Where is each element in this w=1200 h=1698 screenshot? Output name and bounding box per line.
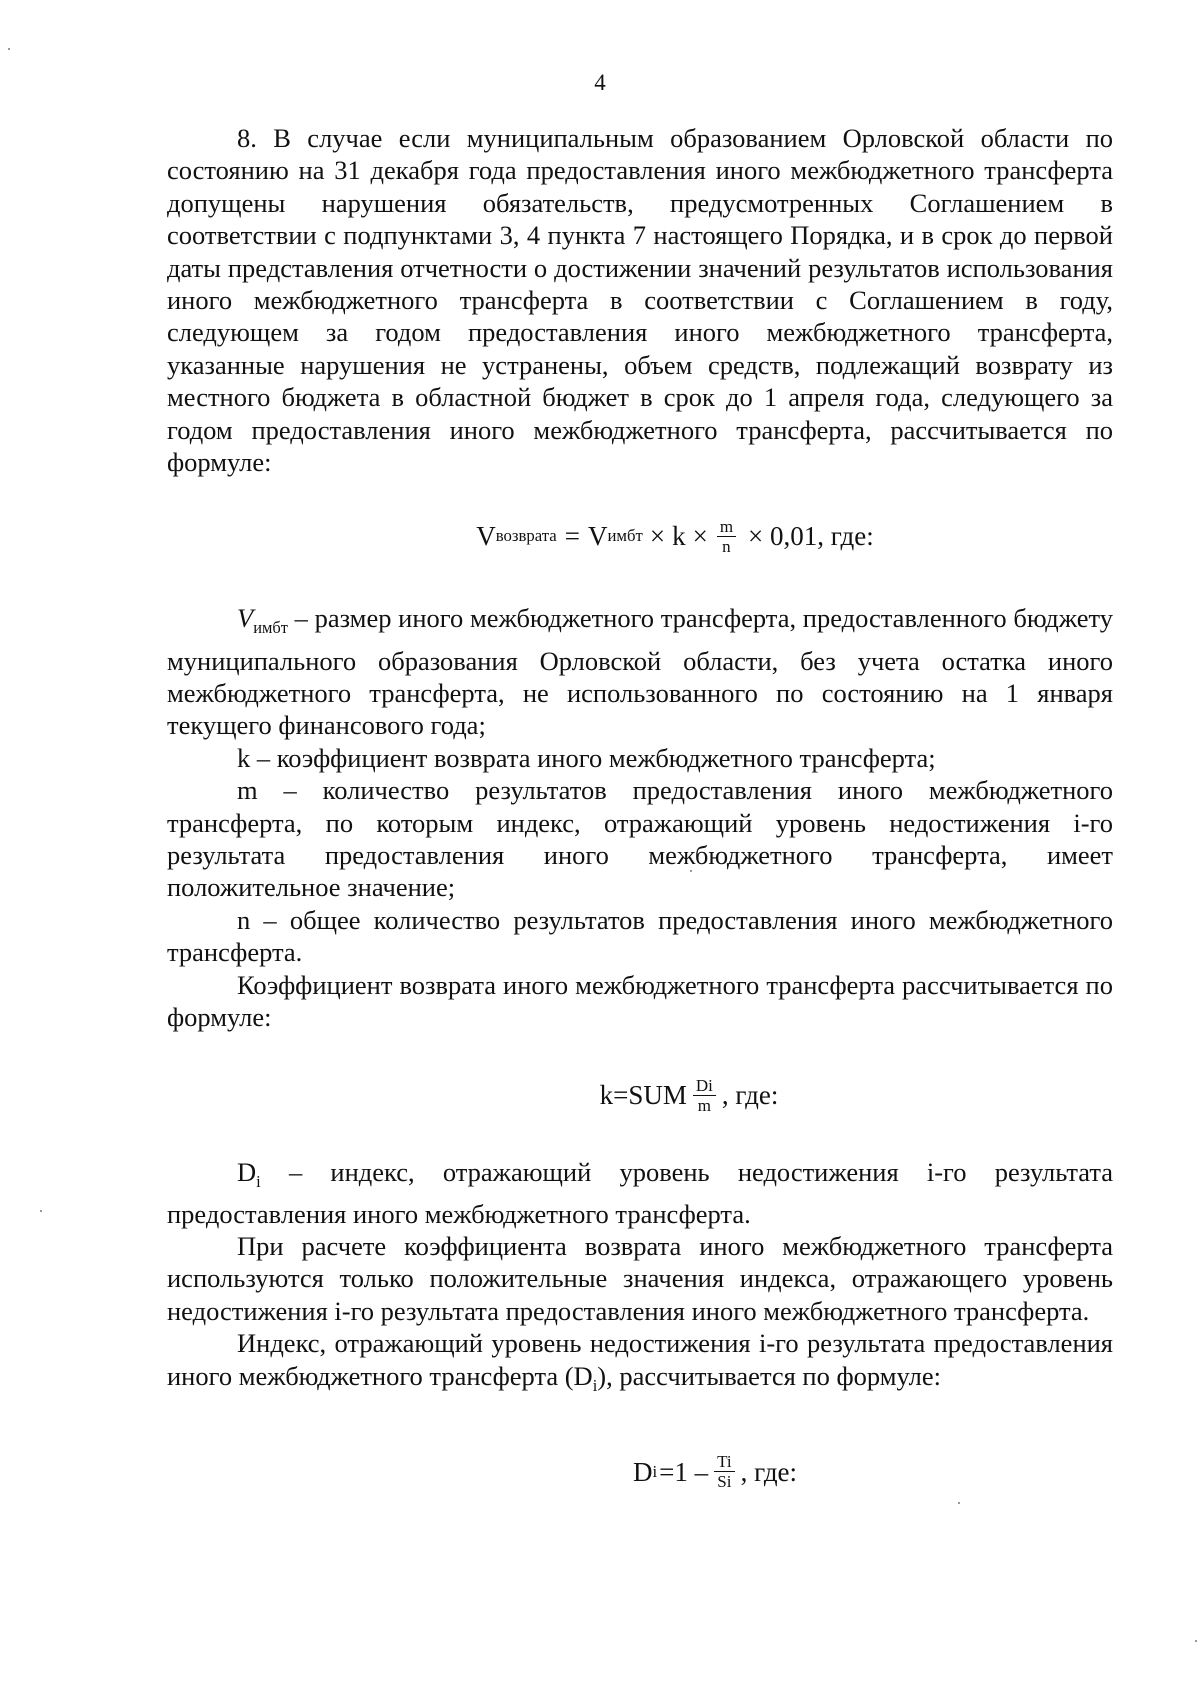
formula-k-sum bbox=[167, 1058, 1113, 1134]
formula-v-vozvrata bbox=[167, 498, 1113, 574]
document-body bbox=[167, 122, 1113, 1512]
fraction3-denominator: Si bbox=[717, 1472, 732, 1492]
formula-fraction-m-n bbox=[717, 517, 736, 556]
paragraph-n: n – общее количество результатов предоставления иного межбюджетного трансферта. bbox=[167, 904, 1113, 968]
di-definition: – индекс, отражающий уровень недостижения i-го результата предоставления иного межбюджетного трансферта. bbox=[167, 1156, 1113, 1229]
paragraph-k: k – коэффициент возврата иного межбюджетного трансферта; bbox=[237, 742, 936, 773]
formula3-fraction bbox=[714, 1452, 735, 1491]
paragraph-v-imbt bbox=[167, 602, 1113, 741]
fraction2-denominator: m bbox=[697, 1096, 711, 1115]
paragraph-index bbox=[167, 1327, 1113, 1402]
fraction-denominator: n bbox=[722, 536, 731, 556]
fraction-numerator: m bbox=[717, 517, 736, 537]
paragraph-8: 8. В случае если муниципальным образованием Орловской области по состоянию на 31 декабря года предоставления иного межбюджетного трансферта допущены нарушения обязательств, предусмотренных Соглашением в соответствии с подпунктами 3, 4 пункта 7 настоящего Порядка, и в срок до первой даты представления отчетности о достижении значений результатов использования иного межбюджетного трансферта в соответствии с Соглашением в году, следующем за годом предоставления иного межбюджетного трансферта, указанные нарушения не устранены, объем средств, подлежащий возврату из местного бюджета в областной бюджет в срок до 1 апреля года, следующего за годом предоставления иного межбюджетного трансферта, рассчитывается по формуле: bbox=[167, 123, 1113, 478]
scan-speck bbox=[690, 870, 692, 872]
formula-v2-symbol: V bbox=[587, 521, 608, 552]
paragraph-di bbox=[167, 1156, 1113, 1231]
fraction3-numerator: Ti bbox=[714, 1452, 735, 1472]
v-imbt-definition: – размер иного межбюджетного трансферта, предоставленного бюджету муниципального образования Орловской области, без учета остатка иного межбюджетного трансферта, не использованного по состоянию на 1 января текущего финансового года; bbox=[167, 603, 1113, 741]
di-symbol: D bbox=[237, 1156, 257, 1187]
formula3-tail: , где: bbox=[740, 1456, 798, 1487]
formula3-d: D bbox=[632, 1456, 653, 1487]
page-number: 4 bbox=[594, 70, 606, 95]
di-sub: i bbox=[256, 1171, 261, 1191]
formula-eq: = bbox=[564, 521, 580, 552]
index-text-a: Индекс, отражающий уровень недостижения i-го результата предоставления иного межбюджетного трансферта (D bbox=[167, 1328, 1113, 1391]
formula-times-2: × bbox=[692, 521, 708, 552]
v-imbt-symbol: V bbox=[237, 603, 254, 634]
formula2-lhs: k=SUM bbox=[599, 1080, 687, 1111]
formula-tail: × 0,01, где: bbox=[748, 521, 874, 552]
scan-speck bbox=[1195, 1640, 1197, 1642]
scan-speck bbox=[40, 1210, 42, 1212]
formula3-eq: =1 – bbox=[659, 1456, 709, 1487]
paragraph-coefficient: Коэффициент возврата иного межбюджетного трансферта рассчитывается по формуле: bbox=[167, 969, 1113, 1033]
fraction2-numerator: Di bbox=[693, 1076, 716, 1096]
v-imbt-sub: имбт bbox=[253, 618, 288, 638]
formula3-sub-i: i bbox=[652, 1461, 658, 1481]
formula-di bbox=[167, 1432, 1113, 1512]
formula-v-sub-vozvrata: возврата bbox=[495, 526, 557, 546]
formula-k: k bbox=[672, 521, 686, 552]
formula-v-symbol: V bbox=[476, 521, 496, 552]
scan-speck bbox=[958, 1502, 960, 1504]
paragraph-m: m – количество результатов предоставления иного межбюджетного трансферта, по которым индекс, отражающий уровень недостижения i-го результата предоставления иного межбюджетного трансферта, имеет положительное значение; bbox=[167, 775, 1113, 903]
index-sub-i: i bbox=[592, 1375, 598, 1395]
index-text-b: ), рассчитывается по формуле: bbox=[597, 1360, 941, 1391]
paragraph-calculation: При расчете коэффициента возврата иного межбюджетного трансферта используются только положительные значения индекса, отражающего уровень недостижения i-го результата предоставления иного межбюджетного трансферта. bbox=[167, 1231, 1113, 1326]
scan-speck bbox=[8, 48, 10, 50]
formula-v2-sub-imbt: имбт bbox=[607, 526, 643, 546]
formula-times-1: × bbox=[649, 521, 666, 552]
formula2-fraction bbox=[693, 1076, 716, 1115]
formula2-tail: , где: bbox=[721, 1080, 779, 1111]
